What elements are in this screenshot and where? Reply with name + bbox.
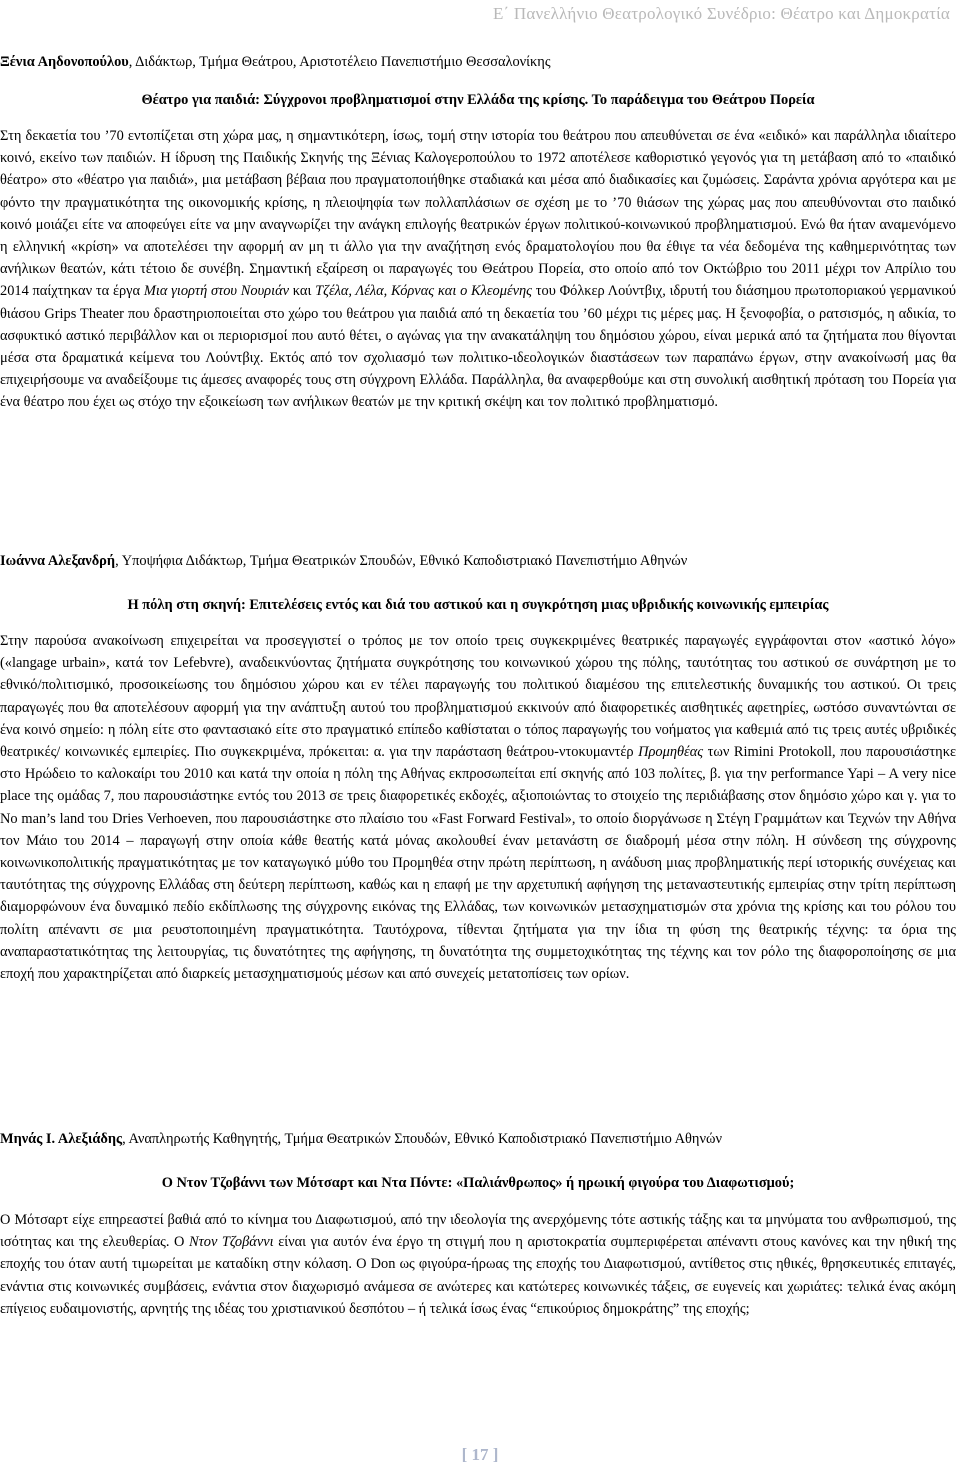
abstract-title-1 xyxy=(0,89,956,111)
author-affiliation: , Διδάκτωρ, Τμήμα Θεάτρου, Αριστοτέλειο Πανεπιστήμιο Θεσσαλονίκης xyxy=(128,54,551,70)
body-text: Στην παρούσα ανακοίνωση επιχειρείται να προσεγγιστεί ο τρόπος με τον οποίο τρεις συγκεκριμένες θεατρικές παραγωγές εγγράφονται στον «αστικό λόγο» («langage urbain», κατά τον Lefebvre), αναδεικνύοντας ζητήματα συγκρότησης του κοινωνικού χώρου της πόλης, ταυτότητας του αστικού σε συνάρτηση με το εθνικό/πολιτισμικό, προσοικείωσης του δημόσιου χώρου και εν τέλει παραγωγής του πολιτικού διαμέσου της επιτελεστικής δυναμικής του αστικού. Οι τρεις παραγωγές που θα αποτελέσουν αφορμή για την ανάπτυξη αυτού του προβληματισμού εκκινούν από διαφορετικές αισθητικές αφετηρίες, ωστόσο συναντώνται σε ένα κοινό σημείο: η πόλη είτε στο φαντασιακό είτε στο πραγματικό επίπεδο καθίσταται ο τόπος παραγωγής του νοήματος για καθεμιά από τις τρεις αυτές υβριδικές θεατρικές/ κοινωνικές εμπειρίες. Πιο συγκεκριμένα, πρόκειται: α. για την παράσταση θεάτρου-ντοκυμαντέρ xyxy=(0,633,956,761)
abstract-title-3 xyxy=(0,1172,956,1194)
abstract-title: Η πόλη στη σκηνή: Επιτελέσεις εντός και διά του αστικού και η συγκρότηση μιας υβριδικής κοινωνικής εμπειρίας xyxy=(127,597,829,613)
abstract-body-1 xyxy=(0,125,956,414)
author-line xyxy=(0,1128,956,1150)
abstract-section-3 xyxy=(0,1128,956,1150)
abstract-section-2 xyxy=(0,550,956,572)
play-title: Μια γιορτή στου Νουριάν xyxy=(143,283,290,300)
body-text: και xyxy=(289,283,316,300)
author-affiliation: , Αναπληρωτής Καθηγητής, Τμήμα Θεατρικών Σπουδών, Εθνικό Καποδιστριακό Πανεπιστήμιο Αθηνών xyxy=(122,1131,722,1147)
abstract-body-2 xyxy=(0,630,956,985)
abstract-paragraph xyxy=(0,630,956,985)
play-title: Ντον Τζοβάννι xyxy=(189,1234,274,1251)
abstract-paragraph xyxy=(0,125,956,414)
abstract-paragraph xyxy=(0,1209,956,1320)
title-part-2: Το παράδειγμα του Θεάτρου Πορεία xyxy=(588,92,815,108)
play-title: Προμηθέας xyxy=(638,744,704,761)
author-name: Ιωάννα Αλεξανδρή xyxy=(0,553,116,569)
abstract-body-3 xyxy=(0,1209,956,1320)
body-text: των Rimini Protokoll, που παρουσιάστηκε στο Ηρώδειο το καλοκαίρι του 2010 και κατά την οποία η πόλη της Αθήνας εκπροσωπείται επί σκηνής από 103 πολίτες, β. για την performance Yapi – A very nice place της ομάδας 7, που παρουσιάστηκε εντός του 2013 σε τρεις διαφορετικές εκδοχές, αξιοποιώντας το στοιχείο της περιδιάβασης στον δημόσιο χώρο και γ. για το No man’s land του Dries Verhoeven, που παρουσιάστηκε στο πλαίσιο του «Fast Forward Festival», το οποίο διοργάνωσε η Στέγη Γραμμάτων και Τεχνών την Αθήνα τον Μάιο του 2014 – παραγωγή στην οποία κάθε θεατής κατά μόνας ακολουθεί έναν μετανάστη σε διαδρομή μέσα στην πόλη. Η σύνδεση της σύγχρονης κοινωνικοπολιτικής πραγματικότητας με τον καταγωγικό μύθο του Προμηθέα στην πρώτη περίπτωση, η ανάδυση μιας προβληματικής περί ιστορικής συνέχειας και ταυτότητας της σύγχρονης Ελλάδας στη δεύτερη περίπτωση, καθώς και η επαφή με την αρχετυπική αφήγηση της μεταναστευτικής εμπειρίας στην τρίτη περίπτωση διαμορφώνουν ένα δυναμικό πεδίο εκδίπλωσης της σύγχρονης εικόνας της Ελλάδας, των κοινωνικών μετασχηματισμών στα χρόνια της κρίσης και του ρόλου του πολίτη απέναντι σε μια ρευστοποιημένη πραγματικότητα. Ταυτόχρονα, τίθενται ζητήματα για την ίδια τη φύση της θεατρικής τέχνης: τα όρια της αναπαραστατικότητας της λειτουργίας, τις δυνατότητες της αφήγησης, τη δυνατότητα της συμμετοχικότητας της τέχνης και τον ρόλο της διαφοροποίησης σε μια εποχή που χαρακτηρίζεται από διαρκείς μετασχηματισμούς μέσων και από συνεχείς μετατοπίσεις των ορίων. xyxy=(0,744,956,983)
body-text: Στη δεκαετία του ’70 εντοπίζεται στη χώρα μας, η σημαντικότερη, ίσως, τομή στην ιστορία του θεάτρου που απευθύνεται σε ένα «ειδικό» και παράλληλα ιδιαίτερο κοινό, εκείνο των παιδιών. Η ίδρυση της Παιδικής Σκηνής της Ξένιας Καλογεροπούλου το 1972 αποτέλεσε καθοριστικό γεγονός για τη μετάβαση από το «παιδικό θέατρο» στο «θέατρο για παιδιά», μια μετάβαση βέβαια που πραγματοποιήθηκε σταδιακά και μέσα από διαδικασίες και ζυμώσεις. Σαράντα χρόνια αργότερα και με φόντο την πραγματικότητα της οικονομικής κρίσης, η πλειοψηφία των πολλαπλάσιων σε σχέση με το ’70 θιάσων της χώρας μας που απευθύνονται στο παιδικό κοινό μοιάζει είτε να αποφεύγει είτε να μην αναγνωρίζει την ανάγκη επιλογής θεατρικών έργων πολιτικού-κοινωνικού προβληματισμού. Ενώ θα ήταν αναμενόμενο η ελληνική «κρίση» να αποτελέσει την αφορμή αν μη τι άλλο για την αναζήτηση ενός δραματολογίου που θα έθιγε τα νέα δεδομένα της καθημερινότητας των ανήλικων θεατών, κάτι τέτοιο δε συνέβη. Σημαντική εξαίρεση οι παραγωγές του Θεάτρου Πορεία, στο οποίο από τον Οκτώβριο του 2011 μέχρι τον Απρίλιο του 2014 παίχτηκαν τα έργα xyxy=(0,128,956,300)
body-text: Ο Μότσαρτ είχε επηρεαστεί βαθιά από το κίνημα του Διαφωτισμού, από την ιδεολογία της ανερχόμενης τότε αστικής τάξης και τα μηνύματα του ανθρωπισμού, της ισότητας και της ελευθερίας. Ο xyxy=(0,1212,956,1251)
author-line xyxy=(0,51,956,73)
title-part-1: Θέατρο για παιδιά: Σύγχρονοι προβληματισμοί στην Ελλάδα της κρίσης. xyxy=(141,92,589,108)
author-line xyxy=(0,550,956,572)
abstract-section-1 xyxy=(0,51,956,73)
body-text: του Φόλκερ Λούντβιχ, ιδρυτή του διάσημου πρωτοποριακού γερμανικού θιάσου Grips Theater που δραστηριοποιείται στο χώρο του θεάτρου για παιδιά από τη δεκαετία του ’60 μέχρι τις μέρες μας. Η ξενοφοβία, ο ρατσισμός, η αδικία, το ασφυκτικό αστικό περιβάλλον και οι περιορισμοί που αυτό θέτει, ο αγώνας για την ανακατάληψη του δημόσιου χώρου, είναι μερικά από τα ζητήματα που θίγονται μέσα στα δραματικά κείμενα του Λούντβιχ. Εκτός από τον σχολιασμό των πολιτικο-ιδεολογικών διαστάσεων των παραπάνω έργων, στην ανακοίνωσή μας θα επιχειρήσουμε να αναδείξουμε τις άμεσες αναφορές τους στη σύγχρονη Ελλάδα. Παράλληλα, θα αναφερθούμε και στη συνολική αισθητική πρόταση του Πορεία για ένα θέατρο που έχει ως στόχο την εξοικείωση των ανήλικων θεατών με την κριτική σκέψη και τον πολιτικό προβληματισμό. xyxy=(0,283,957,411)
abstract-title: Ο Ντον Τζοβάννι των Μότσαρτ και Ντα Πόντε: «Παλιάνθρωπος» ή ηρωική φιγούρα του Διαφωτισμού; xyxy=(161,1175,795,1191)
author-name: Ξένια Αηδονοπούλου xyxy=(0,54,129,70)
body-text: είναι για αυτόν ένα έργο τη στιγμή που η αριστοκρατία συμπεριφέρεται απέναντι στους κανόνες και την ηθική της εποχής του όταν αυτή τιμωρείται με καταδίκη στην κόλαση. Ο Don ως φιγούρα-ήρωας της εποχής του Διαφωτισμού, αντίθετος στις ηθικές, θρησκευτικές επιταγές, ενάντια στις κοινωνικές συμβάσεις, ενάντια στον διαχωρισμό ανάμεσα σε ανώτερες και κατώτερες κοινωνικές τάξεις, σε ευγενείς και χωριάτες: τελικά ένας ακόμη επίγειος ευδαιμονιστής, αρνητής της ιδέας του χριστιανικού δεσπότου – ή τελικά ίσως ένας “επικούριος δημοκράτης” της εποχής; xyxy=(0,1234,956,1317)
play-title: Τζέλα, Λέλα, Κόρνας και ο Κλεομένης xyxy=(315,283,532,300)
author-affiliation: , Υποψήφια Διδάκτωρ, Τμήμα Θεατρικών Σπουδών, Εθνικό Καποδιστριακό Πανεπιστήμιο Αθηνών xyxy=(115,553,688,569)
running-header: Ε΄ Πανελλήνιο Θεατρολογικό Συνέδριο: Θέατρο και Δημοκρατία xyxy=(492,4,950,23)
abstract-title-2 xyxy=(0,594,956,616)
author-name: Μηνάς Ι. Αλεξιάδης xyxy=(0,1131,123,1147)
abstract-title xyxy=(0,89,956,111)
page-number xyxy=(0,1444,960,1466)
page-number-label: [ 17 ] xyxy=(461,1445,499,1464)
